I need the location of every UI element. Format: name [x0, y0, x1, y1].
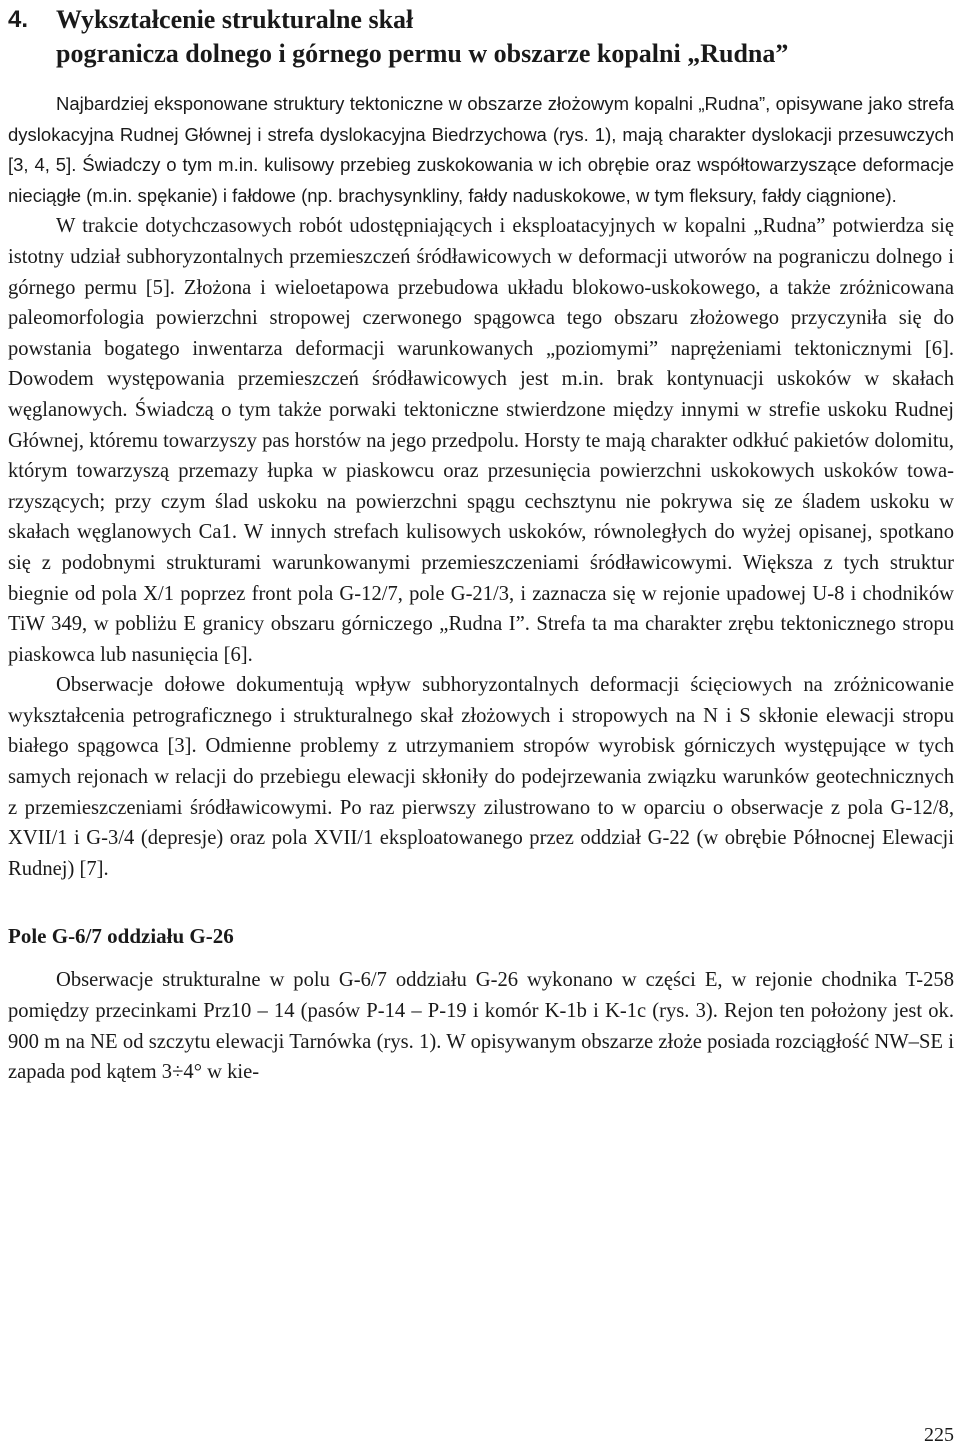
body-paragraph-3: Obserwacje dołowe dokumentują wpływ subhoryzontalnych deformacji ścięciowych na zróżnicowanie wykształcenia petrograficznego i strukturalnego skał złożowych i stropowych na N i S skłonie elewacji stropu białego spągowca [3]. Odmienne problemy z utrzymaniem stropów wyrobisk górniczych występujące w tych samych rejonach w relacji do przebiegu elewacji skłoniły do podejrzewania związku warunków geotechnicznych z przemieszczeniami śródławicowymi. Po raz pierwszy zilustrowano to w oparciu o obserwacje z pola G-12/8, XVII/1 i G-3/4 (depresje) oraz pola XVII/1 eksploatowanego przez oddział G-22 (w obrębie Północnej Elewacji Rudnej) [7]. — [8, 674, 954, 880]
section-body — [8, 965, 954, 1087]
body-paragraph-1: Najbardziej eksponowane struktury tektoniczne w obszarze złożowym kopalni „Rudna”, opisywane jako strefa dyslokacyjna Rudnej Głównej i strefa dyslokacyjna Biedrzychowa (rys. 1), mają charakter dyslokacji przesuwczych [3, 4, 5]. Świadczy o tym m.in. kulisowy przebieg zuskokowania w ich obrębie oraz współtowarzyszące deformacje nieciągłe (m.in. spękanie) i fałdowe (np. brachysynkliny, fałdy naduskokowe, w tym fleksury, fałdy ciągnione). — [8, 93, 954, 206]
chapter-title-line-1: Wykształcenie strukturalne skał — [56, 5, 414, 34]
chapter-body — [8, 89, 954, 884]
page-number: 225 — [924, 1424, 954, 1446]
document-page — [8, 0, 954, 1088]
chapter-title — [8, 0, 954, 71]
chapter-title-text — [56, 3, 954, 71]
section-heading: Pole G-6/7 oddziału G-26 — [8, 924, 234, 949]
section-paragraph: Obserwacje strukturalne w polu G-6/7 oddziału G-26 wykonano w części E, w rejonie chodnika T-258 pomiędzy przecinkami Prz10 – 14 (pasów P-14 – P-19 i komór K-1b i K-1c (rys. 3). Rejon ten położony jest ok. 900 m na NE od szczytu elewacji Tarnówka (rys. 1). W opisywanym obszarze złoże posiada rozciągłość NW–SE i zapada pod kątem 3÷4° w kie- — [8, 969, 954, 1084]
body-paragraph-2: W trakcie dotychczasowych robót udostępniających i eksploatacyjnych w kopalni „Rudna” potwierdza się istotny udział subhoryzontalnych przemieszczeń śródławicowych w deformacji utworów na pograniczu dolnego i górnego permu [5]. Złożona i wieloetapowa przebudowa układu blokowo-uskokowego, a także zróżnicowana paleomorfologia powierzchni stropowej czerwonego spągowca tego obszaru złożowego przyczyniła się do powstania bogatego inwentarza deformacji warunkowanych „poziomymi” naprężeniami tektonicznymi [6]. Dowodem występowania przemieszczeń śródławicowych jest m.in. brak kontynuacji uskoków w skałach węglanowych. Świadczą o tym także porwaki tektoniczne stwierdzone między innymi w strefie uskoku Rudnej Głównej, któremu towarzyszy pas horstów na jego przedpolu. Horsty te mają charakter odkłuć pakietów dolomitu, którym towarzyszą przemazy łupka w piaskowcu oraz przesunięcia powierzchni uskokowych uskoków towarzyszących; przy czym ślad uskoku na powierzchni spągu cechsztynu nie pokrywa się ze śladem uskoku w skałach węglanowych Ca1. W innych strefach kulisowych uskoków, równoległych do wyżej opisanej, spotkano się z podobnymi strukturami warunkowanymi przemieszczeniami śródławicowymi. Większa z tych struktur biegnie od pola X/1 poprzez front pola G-12/7, pole G-21/3, i zaznacza się w rejonie upadowej U-8 i chodników TiW 349, w pobliżu E granicy obszaru górniczego „Rudna I”. Strefa ta ma charakter zrębu tektonicznego stropu piaskowca lub nasunięcia [6]. — [8, 215, 954, 666]
chapter-number: 4. — [8, 6, 29, 33]
chapter-title-line-2: pogranicza dolnego i górnego permu w obszarze kopalni „Rudna” — [56, 39, 789, 68]
